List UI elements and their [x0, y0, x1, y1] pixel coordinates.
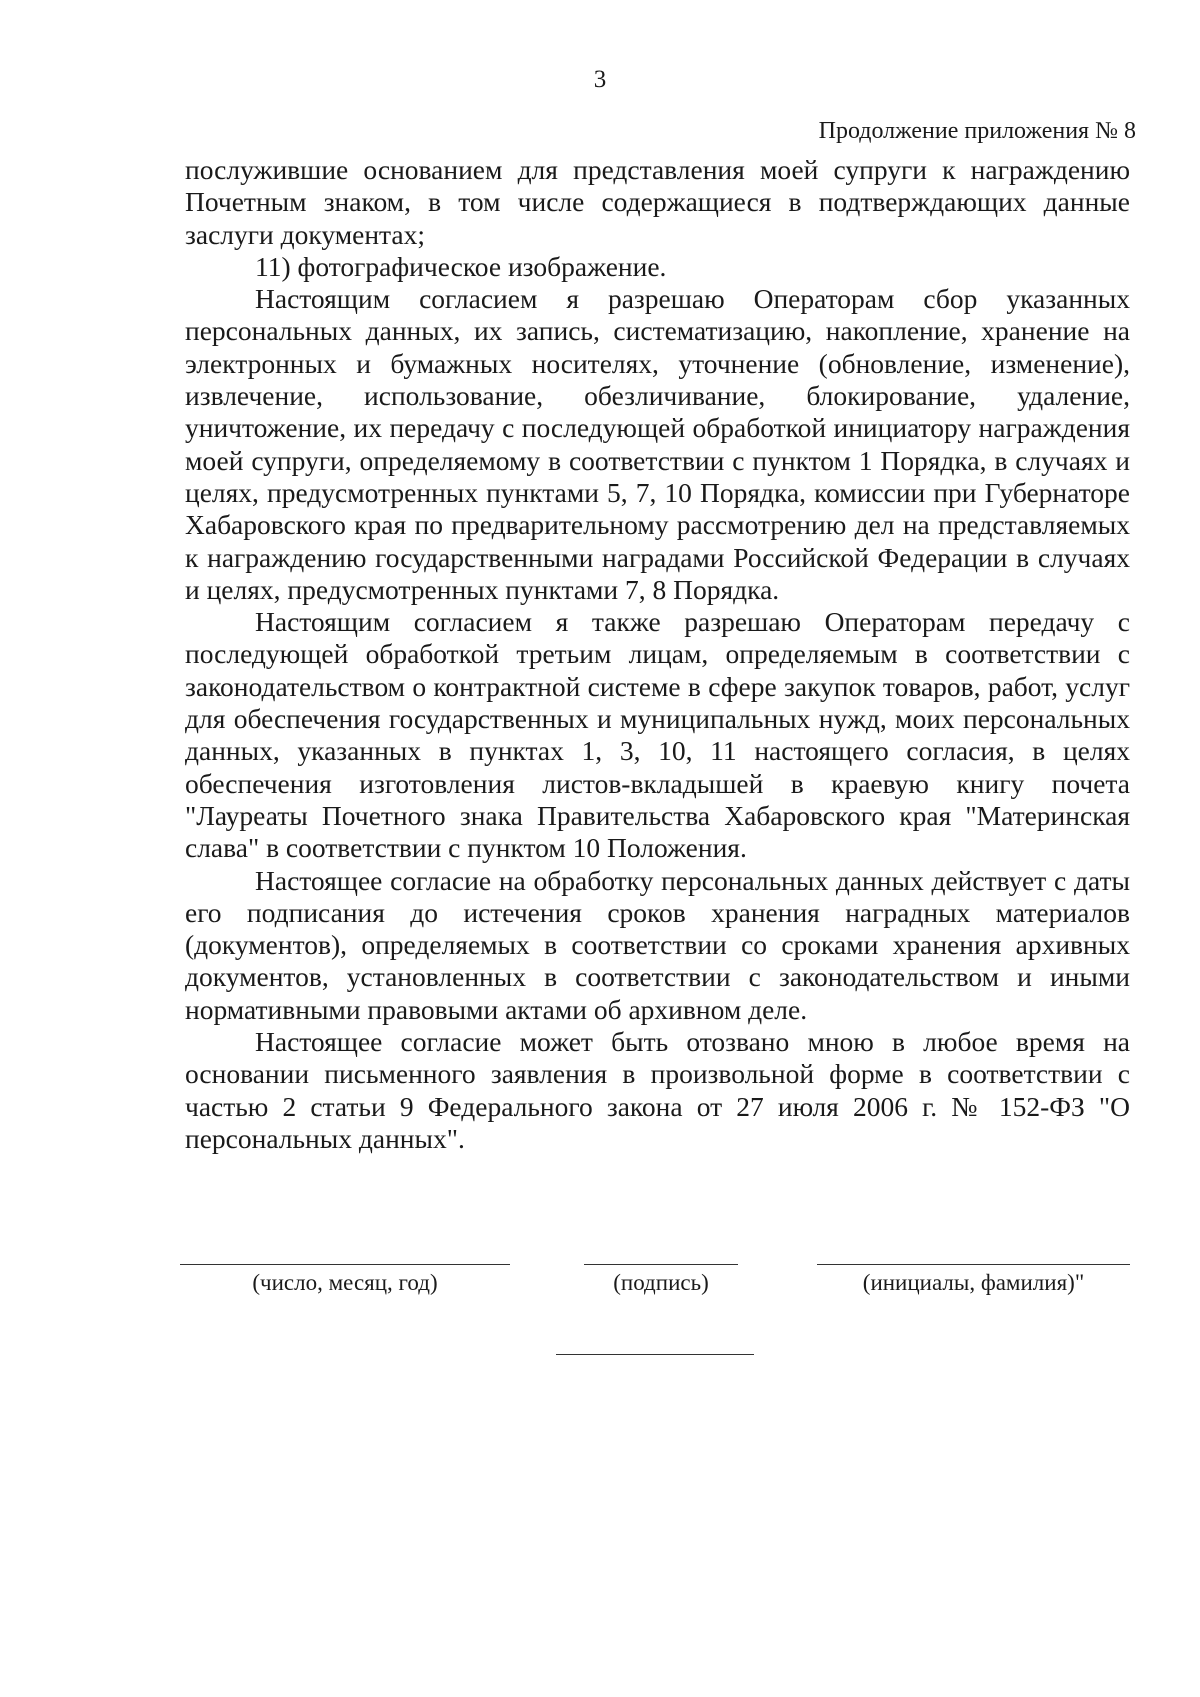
- paragraph-validity: Настоящее согласие на обработку персональных данных действует с даты его подписания до истечения сроков хранения наградных материалов (документов), определяемых в соответствии со сроками хранения архивных документов, установленных в соответствии с законодательством и иными нормативными правовыми актами об архивном деле.: [185, 864, 1130, 1025]
- paragraph-revocation: Настоящее согласие может быть отозвано мною в любое время на основании письменного заявления в произвольной форме в соответствии с частью 2 статьи 9 Федерального закона от 27 июля 2006 г. № 152-ФЗ "О персональных данных".: [185, 1026, 1130, 1154]
- name-signature-line: [817, 1264, 1130, 1265]
- date-signature-line: [180, 1264, 510, 1265]
- page-number: 3: [593, 66, 607, 93]
- document-body: [185, 154, 1130, 1155]
- paragraph-continuation: послужившие основанием для представления моей супруги к награждению Почетным знаком, в том числе содержащиеся в подтверждающих данные заслуги документах;: [185, 154, 1130, 250]
- paragraph-consent-operations: Настоящим согласием я разрешаю Операторам сбор указанных персональных данных, их запись, систематизацию, накопление, хранение на электронных и бумажных носителях, уточнение (обновление, изменение), извлечение, использование, обезличивание, блокирование, удаление, уничтожение, их передачу с последующей обработкой инициатору награждения моей супруги, определяемому в соответствии с пунктом 1 Порядка, в случаях и целях, предусмотренных пунктами 5, 7, 10 Порядка, комиссии при Губернаторе Хабаровского края по предварительному рассмотрению дел на представляемых к награждению государственными наградами Российской Федерации в случаях и целях, предусмотренных пунктами 7, 8 Порядка.: [185, 283, 1130, 605]
- signature-label: (подпись): [613, 1270, 709, 1295]
- end-rule: [556, 1354, 754, 1355]
- header-note: Продолжение приложения № 8: [818, 118, 1136, 144]
- list-item-11: 11) фотографическое изображение.: [255, 250, 667, 282]
- name-label: (инициалы, фамилия)": [862, 1270, 1085, 1295]
- date-label: (число, месяц, год): [252, 1270, 438, 1295]
- paragraph-consent-third-parties: Настоящим согласием я также разрешаю Операторам передачу с последующей обработкой третьим лицам, определяемым в соответствии с законодательством о контрактной системе в сфере закупок товаров, работ, услуг для обеспечения государственных и муниципальных нужд, моих персональных данных, указанных в пунктах 1, 3, 10, 11 настоящего согласия, в целях обеспечения изготовления листов-вкладышей в краевую книгу почета "Лауреаты Почетного знака Правительства Хабаровского края "Материнская слава" в соответствии с пунктом 10 Положения.: [185, 606, 1130, 864]
- signature-line: [584, 1264, 738, 1265]
